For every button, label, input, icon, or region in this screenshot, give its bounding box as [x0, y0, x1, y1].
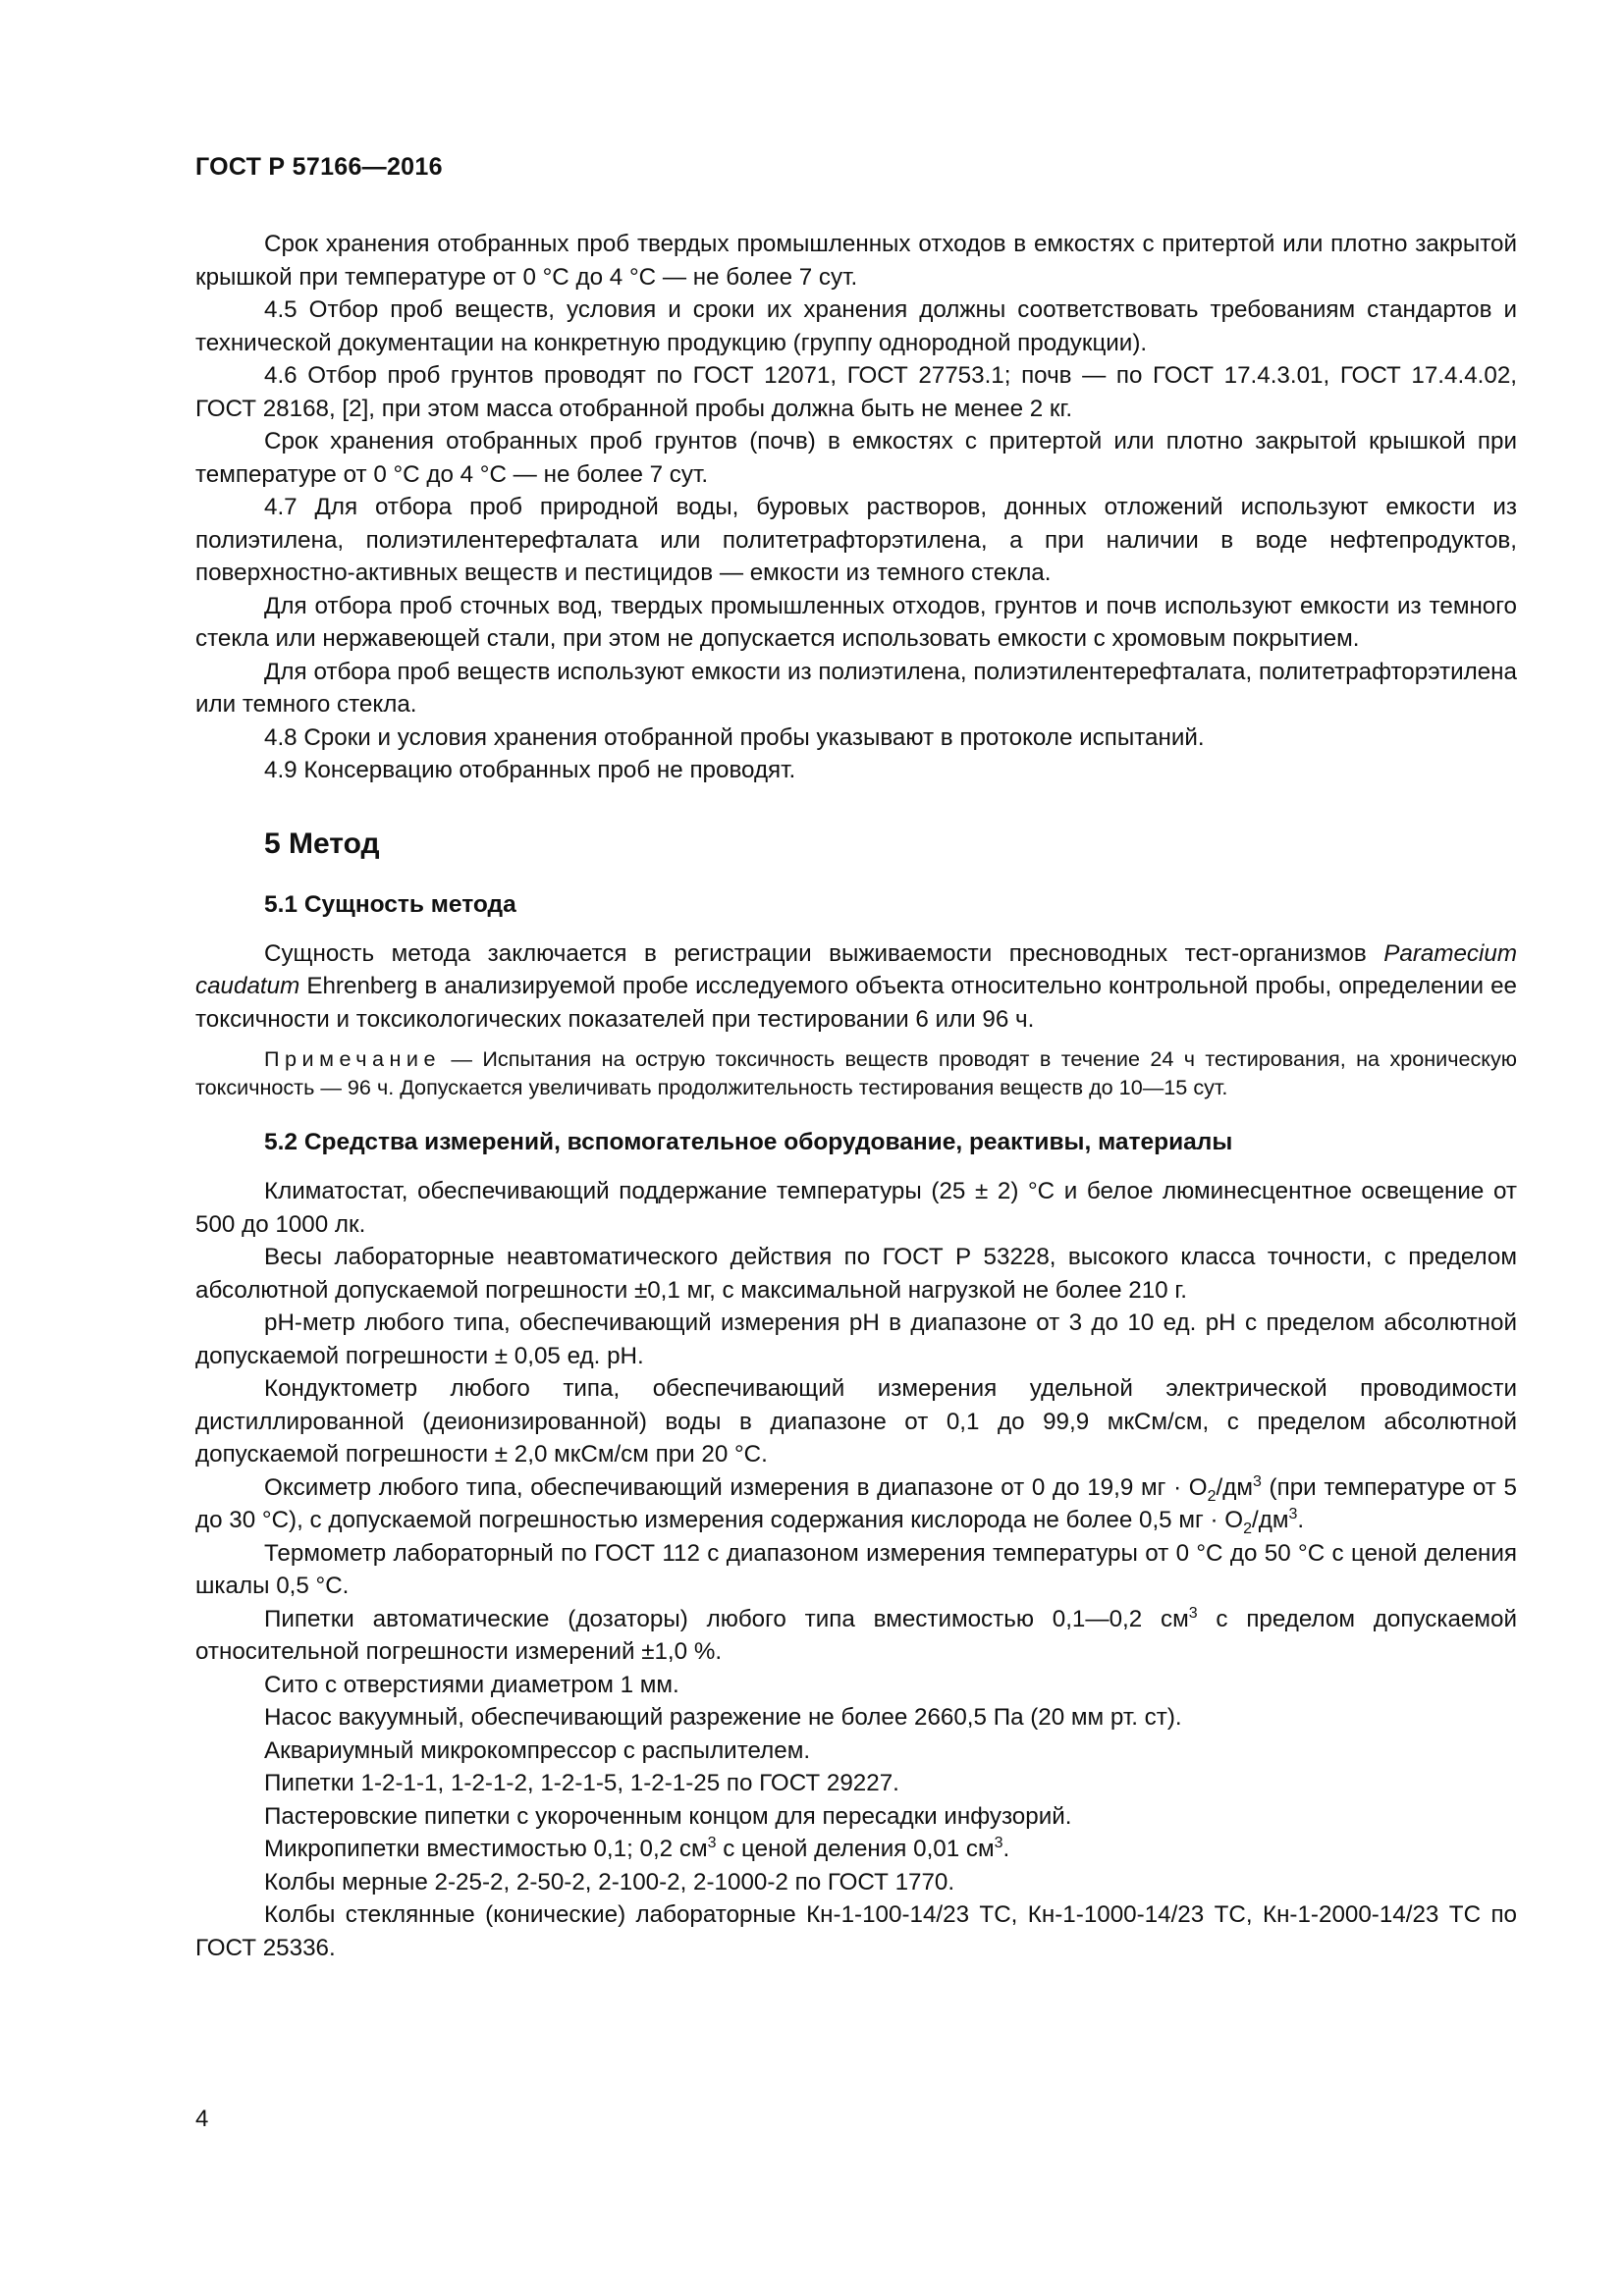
subsection-heading-5-1: 5.1 Сущность метода [264, 890, 516, 918]
paragraph-4-8: 4.8 Сроки и условия хранения отобранной пробы указывают в протоколе испытаний. [264, 723, 1205, 751]
oximeter-text-1: Оксиметр любого типа, обеспечивающий измерения в диапазоне от 0 до 19,9 мг · О [264, 1473, 1208, 1501]
subsection-heading-5-2: 5.2 Средства измерений, вспомогательное оборудование, реактивы, материалы [264, 1129, 1233, 1155]
superscript-3: 3 [994, 1834, 1003, 1851]
oximeter-text-2: (при температуре от 5 до 30 °С), с допускаемой погрешностью измерения содержания кислорода не более 0,5 мг · О [195, 1473, 1517, 1533]
micropipettes-text-2: с ценой деления 0,01 см [716, 1836, 995, 1862]
paragraph-4-9: 4.9 Консервацию отобранных проб не проводят. [264, 757, 796, 783]
superscript-3: 3 [1288, 1505, 1298, 1522]
equipment-volumetric-flasks: Колбы мерные 2-25-2, 2-50-2, 2-100-2, 2-1000-2 по ГОСТ 1770. [264, 1868, 955, 1896]
organism-name: Paramecium caudatum [195, 939, 1517, 999]
paragraph-substance-containers: Для отбора проб веществ используют емкости из полиэтилена, полиэтилентерефталата, политетрафторэтилена или темного стекла. [195, 658, 1517, 718]
oximeter-unit-2: /дм [1252, 1507, 1289, 1533]
oximeter-end: . [1297, 1507, 1305, 1533]
paragraph-storage-soil: Срок хранения отобранных проб грунтов (почв) в емкостях с притертой или плотно закрытой крышкой при температуре от 0 °С до 4 °С — не более 7 сут. [195, 428, 1517, 488]
equipment-sieve: Сито с отверстиями диаметром 1 мм. [264, 1671, 679, 1698]
oximeter-unit-1: /дм [1216, 1473, 1253, 1501]
superscript-3: 3 [1188, 1604, 1198, 1622]
paragraph-method-essence [195, 937, 1517, 1037]
essence-text-end: Ehrenberg в анализируемой пробе исследуемого объекта относительно контрольной пробы, определении ее токсичности и токсикологических показателей при тестировании 6 или 96 ч. [195, 973, 1517, 1033]
equipment-conductometer: Кондуктометр любого типа, обеспечивающий измерения удельной электрической проводимости дистиллированной (деионизированной) воды в диапазоне от 0,1 до 99,9 мкСм/см, с пределом абсолютной допускаемой погрешности ± 2,0 мкСм/см при 20 °С. [195, 1375, 1517, 1468]
section-heading-5: 5 Метод [264, 827, 380, 860]
auto-pipettes-text-1: Пипетки автоматические (дозаторы) любого типа вместимостью 0,1—0,2 см [264, 1605, 1189, 1632]
superscript-3: 3 [1252, 1472, 1262, 1490]
paragraph-4-6: 4.6 Отбор проб грунтов проводят по ГОСТ 12071, ГОСТ 27753.1; почв — по ГОСТ 17.4.3.01, ГОСТ 17.4.4.02, ГОСТ 28168, [2], при этом масса отобранной пробы должна быть не менее 2 кг. [195, 362, 1517, 422]
paragraph-4-5: 4.5 Отбор проб веществ, условия и сроки их хранения должны соответствовать требованиям стандартов и технической документации на конкретную продукцию (группу однородной продукции). [195, 296, 1517, 356]
essence-text-start: Сущность метода заключается в регистрации выживаемости пресноводных тест-организмов [264, 939, 1384, 967]
note-text: — Испытания на острую токсичность веществ проводят в течение 24 ч тестирования, на хроническую токсичность — 96 ч. Допускается увеличивать продолжительность тестирования веществ до 10—15 сут. [195, 1046, 1517, 1099]
superscript-3: 3 [707, 1834, 717, 1851]
equipment-auto-pipettes [195, 1603, 1517, 1669]
paragraph-4-7: 4.7 Для отбора проб природной воды, буровых растворов, донных отложений используют емкости из полиэтилена, полиэтилентерефталата или политетрафторэтилена, а при наличии в воде нефтепродуктов, поверхностно-активных веществ и пестицидов — емкости из темного стекла. [195, 494, 1517, 586]
auto-pipettes-text-2: с пределом допускаемой относительной погрешности измерений ±1,0 %. [195, 1605, 1518, 1665]
equipment-scales: Весы лабораторные неавтоматического действия по ГОСТ Р 53228, высокого класса точности, с пределом абсолютной допускаемой погрешности ±0,1 мг, с максимальной нагрузкой не более 210 г. [195, 1244, 1517, 1304]
equipment-climatostat: Климатостат, обеспечивающий поддержание температуры (25 ± 2) °С и белое люминесцентное освещение от 500 до 1000 лк. [195, 1178, 1517, 1238]
subscript-2: 2 [1207, 1487, 1217, 1505]
micropipettes-text-1: Микропипетки вместимостью 0,1; 0,2 см [264, 1836, 708, 1862]
equipment-ph-meter: рН-метр любого типа, обеспечивающий измерения рН в диапазоне от 3 до 10 ед. рН с пределом абсолютной допускаемой погрешности ± 0,05 ед. рН. [195, 1309, 1517, 1369]
equipment-pasteur-pipettes: Пастеровские пипетки с укороченным концом для пересадки инфузорий. [264, 1802, 1072, 1830]
paragraph-wastewater-containers: Для отбора проб сточных вод, твердых промышленных отходов, грунтов и почв используют емкости из темного стекла или нержавеющей стали, при этом не допускается использовать емкости с хромовым покрытием. [195, 592, 1517, 652]
note-label: Примечание [264, 1046, 441, 1071]
equipment-oximeter [195, 1471, 1517, 1537]
equipment-thermometer: Термометр лабораторный по ГОСТ 112 с диапазоном измерения температуры от 0 °С до 50 °С с ценой деления шкалы 0,5 °С. [195, 1539, 1517, 1599]
equipment-pipettes: Пипетки 1-2-1-1, 1-2-1-2, 1-2-1-5, 1-2-1-25 по ГОСТ 29227. [264, 1770, 899, 1796]
equipment-microcompressor: Аквариумный микрокомпрессор с распылителем. [264, 1736, 811, 1764]
paragraph-storage-waste: Срок хранения отобранных проб твердых промышленных отходов в емкостях с притертой или плотно закрытой крышкой при температуре от 0 °С до 4 °С — не более 7 сут. [195, 231, 1517, 291]
micropipettes-end: . [1002, 1836, 1010, 1862]
equipment-vacuum-pump: Насос вакуумный, обеспечивающий разрежение не более 2660,5 Па (20 мм рт. ст). [264, 1704, 1182, 1731]
page-content [195, 228, 1517, 1964]
page-number: 4 [195, 2106, 209, 2132]
equipment-conical-flasks: Колбы стеклянные (конические) лабораторные Кн-1-100-14/23 ТС, Кн-1-1000-14/23 ТС, Кн-1-2000-14/23 ТС по ГОСТ 25336. [195, 1901, 1517, 1961]
equipment-micropipettes [195, 1833, 1517, 1866]
subscript-2: 2 [1243, 1520, 1253, 1537]
note-paragraph [195, 1044, 1517, 1101]
document-header: ГОСТ Р 57166—2016 [195, 153, 443, 181]
